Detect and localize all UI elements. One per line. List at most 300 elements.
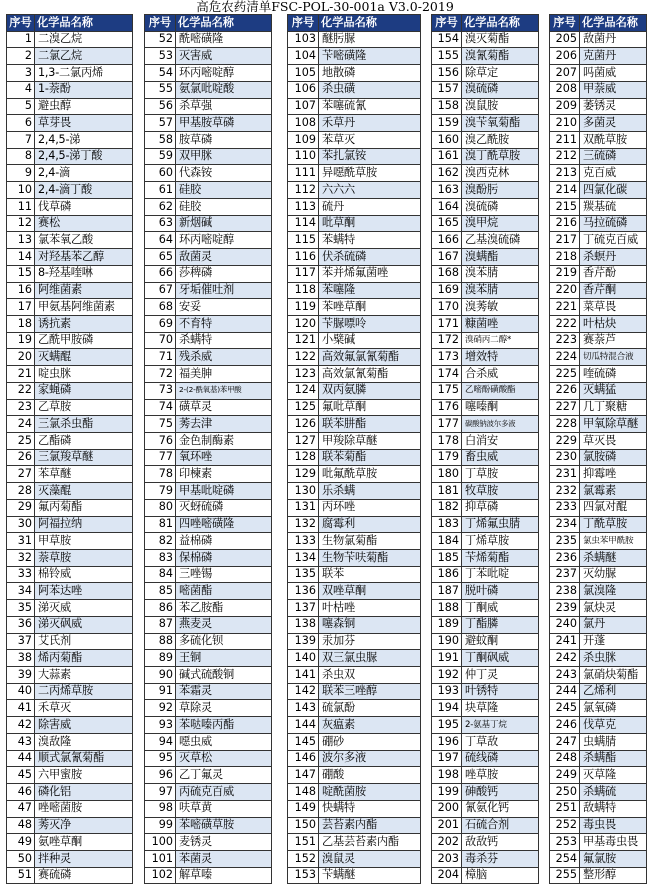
chemical-name-cell: 二氯乙烷 bbox=[35, 48, 133, 65]
pesticide-table-col-3 bbox=[287, 14, 421, 884]
serial-number-cell: 15 bbox=[7, 265, 35, 282]
serial-number-cell: 20 bbox=[7, 349, 35, 366]
chemical-name-cell: 三氯羧草醚 bbox=[35, 449, 133, 466]
serial-number-cell: 244 bbox=[550, 683, 580, 700]
chemical-name-cell: 仲丁灵 bbox=[462, 667, 539, 684]
chemical-name-cell: 阿福拉纳 bbox=[35, 516, 133, 533]
serial-number-cell: 127 bbox=[288, 432, 319, 449]
serial-number-cell: 9 bbox=[7, 165, 35, 182]
table-row bbox=[550, 382, 647, 399]
chemical-name-cell: 高效氯氰菊酯 bbox=[319, 366, 421, 383]
chemical-name-cell: 香芹酮 bbox=[580, 282, 647, 299]
chemical-name-cell: 杀虫脒 bbox=[580, 650, 647, 667]
serial-number-cell: 24 bbox=[7, 416, 35, 433]
chemical-name-cell: 开蓬 bbox=[580, 633, 647, 650]
table-row bbox=[432, 633, 539, 650]
table-row bbox=[7, 399, 133, 416]
serial-number-cell: 243 bbox=[550, 667, 580, 684]
chemical-name-cell: 艾氏剂 bbox=[35, 633, 133, 650]
table-row bbox=[288, 65, 421, 82]
table-row bbox=[7, 48, 133, 65]
table-row bbox=[432, 750, 539, 767]
table-row bbox=[288, 132, 421, 149]
serial-number-cell: 27 bbox=[7, 466, 35, 483]
serial-number-cell: 52 bbox=[145, 31, 176, 48]
table-row bbox=[288, 550, 421, 567]
chemical-name-cell: 溴丁酰草胺 bbox=[462, 148, 539, 165]
serial-number-cell: 137 bbox=[288, 600, 319, 617]
chemical-name-cell: 联苯 bbox=[319, 566, 421, 583]
header-chemical-name: 化学品名称 bbox=[35, 15, 133, 32]
chemical-name-cell: 甲萘威 bbox=[580, 81, 647, 98]
table-row bbox=[145, 432, 272, 449]
chemical-name-cell: 联苯肼酯 bbox=[319, 416, 421, 433]
chemical-name-cell: 生物苄呋菊酯 bbox=[319, 550, 421, 567]
serial-number-cell: 45 bbox=[7, 767, 35, 784]
table-row bbox=[145, 282, 272, 299]
table-row bbox=[550, 717, 647, 734]
serial-number-cell: 221 bbox=[550, 299, 580, 316]
table-row bbox=[145, 667, 272, 684]
serial-number-cell: 12 bbox=[7, 215, 35, 232]
table-row bbox=[145, 750, 272, 767]
serial-number-cell: 121 bbox=[288, 332, 319, 349]
chemical-name-cell: 多硫化钡 bbox=[176, 633, 272, 650]
serial-number-cell: 211 bbox=[550, 132, 580, 149]
table-row bbox=[7, 31, 133, 48]
chemical-name-cell: 甲基胺草磷 bbox=[176, 115, 272, 132]
pesticide-table-col-4 bbox=[431, 14, 539, 884]
table-row bbox=[145, 583, 272, 600]
serial-number-cell: 75 bbox=[145, 416, 176, 433]
table-row bbox=[7, 198, 133, 215]
table-row bbox=[550, 332, 647, 349]
table-row bbox=[7, 550, 133, 567]
chemical-name-cell: 印楝素 bbox=[176, 466, 272, 483]
table-row bbox=[432, 683, 539, 700]
chemical-name-cell: 草除灵 bbox=[176, 700, 272, 717]
table-row bbox=[550, 165, 647, 182]
serial-number-cell: 28 bbox=[7, 483, 35, 500]
table-row bbox=[432, 767, 539, 784]
chemical-name-cell: 唑草胺 bbox=[462, 767, 539, 784]
table-row bbox=[432, 198, 539, 215]
chemical-name-cell: 乙基芸苔素内酯 bbox=[319, 834, 421, 851]
table-row bbox=[432, 466, 539, 483]
chemical-name-cell: 砷酸钙 bbox=[462, 784, 539, 801]
table-row bbox=[288, 182, 421, 199]
chemical-name-cell: 2-氨基丁烷 bbox=[462, 717, 539, 734]
table-row bbox=[432, 265, 539, 282]
table-row bbox=[145, 483, 272, 500]
chemical-name-cell: 溴甲烷 bbox=[462, 215, 539, 232]
table-row bbox=[288, 449, 421, 466]
serial-number-cell: 252 bbox=[550, 817, 580, 834]
serial-number-cell: 76 bbox=[145, 432, 176, 449]
serial-number-cell: 231 bbox=[550, 466, 580, 483]
serial-number-cell: 214 bbox=[550, 182, 580, 199]
table-row bbox=[550, 265, 647, 282]
table-row bbox=[145, 533, 272, 550]
table-row bbox=[550, 700, 647, 717]
table-row bbox=[288, 800, 421, 817]
serial-number-cell: 163 bbox=[432, 182, 462, 199]
serial-number-cell: 175 bbox=[432, 382, 462, 399]
table-row bbox=[550, 834, 647, 851]
header-row bbox=[550, 15, 647, 32]
serial-number-cell: 21 bbox=[7, 366, 35, 383]
table-row bbox=[145, 834, 272, 851]
table-row bbox=[7, 148, 133, 165]
table-row bbox=[550, 784, 647, 801]
table-row bbox=[550, 148, 647, 165]
serial-number-cell: 201 bbox=[432, 817, 462, 834]
serial-number-cell: 254 bbox=[550, 850, 580, 867]
serial-number-cell: 192 bbox=[432, 667, 462, 684]
chemical-name-cell: 溴莠敏 bbox=[462, 299, 539, 316]
table-row bbox=[7, 81, 133, 98]
serial-number-cell: 142 bbox=[288, 683, 319, 700]
chemical-name-cell: 苯扎氯铵 bbox=[319, 148, 421, 165]
header-row bbox=[7, 15, 133, 32]
table-row bbox=[288, 650, 421, 667]
chemical-name-cell: 金色制酶素 bbox=[176, 432, 272, 449]
chemical-name-cell: 氰氨化钙 bbox=[462, 800, 539, 817]
serial-number-cell: 249 bbox=[550, 767, 580, 784]
table-row bbox=[550, 616, 647, 633]
chemical-name-cell: 双三氯虫脲 bbox=[319, 650, 421, 667]
serial-number-cell: 144 bbox=[288, 717, 319, 734]
chemical-name-cell: 2,4,5-涕丁酸 bbox=[35, 148, 133, 165]
table-row bbox=[288, 31, 421, 48]
table-row bbox=[432, 232, 539, 249]
chemical-name-cell: 甲基吡啶磷 bbox=[176, 483, 272, 500]
table-row bbox=[550, 533, 647, 550]
serial-number-cell: 122 bbox=[288, 349, 319, 366]
chemical-name-cell: 萘草胺 bbox=[35, 550, 133, 567]
chemical-name-cell: 灭螨醌 bbox=[35, 349, 133, 366]
chemical-name-cell: 牧草胺 bbox=[462, 483, 539, 500]
serial-number-cell: 37 bbox=[7, 633, 35, 650]
table-row bbox=[288, 767, 421, 784]
serial-number-cell: 215 bbox=[550, 198, 580, 215]
table-row bbox=[432, 399, 539, 416]
table-row bbox=[432, 382, 539, 399]
chemical-name-cell: 麦锈灵 bbox=[176, 834, 272, 851]
serial-number-cell: 199 bbox=[432, 784, 462, 801]
serial-number-cell: 35 bbox=[7, 600, 35, 617]
chemical-name-cell: 畜虫威 bbox=[462, 449, 539, 466]
chemical-name-cell: 樟脑 bbox=[462, 867, 539, 884]
serial-number-cell: 80 bbox=[145, 499, 176, 516]
serial-number-cell: 126 bbox=[288, 416, 319, 433]
table-row bbox=[432, 366, 539, 383]
table-row bbox=[7, 232, 133, 249]
table-row bbox=[550, 31, 647, 48]
chemical-name-cell: 乙酰甲胺磷 bbox=[35, 332, 133, 349]
table-row bbox=[550, 399, 647, 416]
serial-number-cell: 167 bbox=[432, 249, 462, 266]
serial-number-cell: 248 bbox=[550, 750, 580, 767]
chemical-name-cell: 三氯杀虫酯 bbox=[35, 416, 133, 433]
serial-number-cell: 71 bbox=[145, 349, 176, 366]
serial-number-cell: 177 bbox=[432, 416, 462, 433]
serial-number-cell: 154 bbox=[432, 31, 462, 48]
serial-number-cell: 49 bbox=[7, 834, 35, 851]
chemical-name-cell: 丁草敌 bbox=[462, 733, 539, 750]
serial-number-cell: 202 bbox=[432, 834, 462, 851]
table-row bbox=[288, 98, 421, 115]
serial-number-cell: 39 bbox=[7, 667, 35, 684]
page-title: 高危农药清单FSC-POL-30-001a V3.0-2019 bbox=[196, 0, 454, 14]
serial-number-cell: 67 bbox=[145, 282, 176, 299]
chemical-name-cell: 氧环唑 bbox=[176, 449, 272, 466]
chemical-name-cell: 毒虫畏 bbox=[580, 817, 647, 834]
chemical-name-cell: 合杀威 bbox=[462, 366, 539, 383]
chemical-name-cell: 苯草灭 bbox=[319, 132, 421, 149]
chemical-name-cell: 几丁聚糖 bbox=[580, 399, 647, 416]
serial-number-cell: 180 bbox=[432, 466, 462, 483]
table-row bbox=[550, 850, 647, 867]
table-row bbox=[288, 115, 421, 132]
table-row bbox=[145, 182, 272, 199]
chemical-name-cell: 甲基毒虫畏 bbox=[580, 834, 647, 851]
chemical-name-cell: 杀虫双 bbox=[319, 667, 421, 684]
serial-number-cell: 179 bbox=[432, 449, 462, 466]
table-row bbox=[145, 550, 272, 567]
chemical-name-cell: 羰基硫 bbox=[580, 198, 647, 215]
pesticide-table-col-1 bbox=[6, 14, 133, 884]
chemical-name-cell: 溴酚肟 bbox=[462, 182, 539, 199]
serial-number-cell: 40 bbox=[7, 683, 35, 700]
table-row bbox=[7, 299, 133, 316]
serial-number-cell: 189 bbox=[432, 616, 462, 633]
chemical-name-cell: 毒杀芬 bbox=[462, 850, 539, 867]
chemical-name-cell: 苄脲嘌呤 bbox=[319, 315, 421, 332]
table-row bbox=[145, 867, 272, 884]
table-row bbox=[288, 249, 421, 266]
chemical-name-cell: 氯氧磷 bbox=[580, 700, 647, 717]
serial-number-cell: 168 bbox=[432, 265, 462, 282]
table-row bbox=[550, 516, 647, 533]
chemical-name-cell: 赛萘芦 bbox=[580, 332, 647, 349]
chemical-name-cell: 三唑锡 bbox=[176, 566, 272, 583]
chemical-name-cell: 保棉磷 bbox=[176, 550, 272, 567]
chemical-name-cell: 2,4,5-涕 bbox=[35, 132, 133, 149]
table-row bbox=[550, 650, 647, 667]
serial-number-cell: 240 bbox=[550, 616, 580, 633]
chemical-name-cell: 甲羧除草醚 bbox=[319, 432, 421, 449]
chemical-name-cell: 涕灭砜威 bbox=[35, 616, 133, 633]
table-row bbox=[288, 366, 421, 383]
chemical-name-cell: 氯虫苯甲酰胺 bbox=[580, 533, 647, 550]
chemical-name-cell: 环丙嘧啶醇 bbox=[176, 65, 272, 82]
serial-number-cell: 184 bbox=[432, 533, 462, 550]
serial-number-cell: 158 bbox=[432, 98, 462, 115]
table-row bbox=[145, 349, 272, 366]
table-row bbox=[288, 616, 421, 633]
serial-number-cell: 148 bbox=[288, 784, 319, 801]
table-row bbox=[288, 784, 421, 801]
table-row bbox=[145, 600, 272, 617]
chemical-name-cell: 灭藻醌 bbox=[35, 483, 133, 500]
table-row bbox=[288, 416, 421, 433]
chemical-name-cell: 甲草胺 bbox=[35, 533, 133, 550]
serial-number-cell: 70 bbox=[145, 332, 176, 349]
table-row bbox=[550, 232, 647, 249]
serial-number-cell: 159 bbox=[432, 115, 462, 132]
chemical-name-cell: 溴氰菊酯 bbox=[462, 48, 539, 65]
table-row bbox=[432, 215, 539, 232]
table-row bbox=[145, 700, 272, 717]
table-row bbox=[432, 667, 539, 684]
header-row bbox=[145, 15, 272, 32]
serial-number-cell: 186 bbox=[432, 566, 462, 583]
table-row bbox=[145, 850, 272, 867]
serial-number-cell: 120 bbox=[288, 315, 319, 332]
chemical-name-cell: 马拉硫磷 bbox=[580, 215, 647, 232]
serial-number-cell: 173 bbox=[432, 349, 462, 366]
serial-number-cell: 229 bbox=[550, 432, 580, 449]
chemical-name-cell: 新烟碱 bbox=[176, 215, 272, 232]
serial-number-cell: 139 bbox=[288, 633, 319, 650]
table-row bbox=[288, 633, 421, 650]
chemical-name-cell: 益棉磷 bbox=[176, 533, 272, 550]
serial-number-cell: 230 bbox=[550, 449, 580, 466]
table-row bbox=[432, 65, 539, 82]
chemical-name-cell: 硼酸 bbox=[319, 767, 421, 784]
table-row bbox=[7, 616, 133, 633]
table-row bbox=[145, 650, 272, 667]
chemical-name-cell: 碱式硫酸铜 bbox=[176, 667, 272, 684]
table-row bbox=[550, 583, 647, 600]
table-row bbox=[550, 600, 647, 617]
serial-number-cell: 104 bbox=[288, 48, 319, 65]
serial-number-cell: 174 bbox=[432, 366, 462, 383]
serial-number-cell: 83 bbox=[145, 550, 176, 567]
chemical-name-cell: 棉铃威 bbox=[35, 566, 133, 583]
chemical-name-cell: 硫丹 bbox=[319, 198, 421, 215]
table-row bbox=[7, 600, 133, 617]
table-row bbox=[145, 31, 272, 48]
serial-number-cell: 56 bbox=[145, 98, 176, 115]
chemical-name-cell: 四氯化碳 bbox=[580, 182, 647, 199]
table-row bbox=[7, 182, 133, 199]
table-row bbox=[432, 533, 539, 550]
serial-number-cell: 220 bbox=[550, 282, 580, 299]
chemical-name-cell: 燕麦灵 bbox=[176, 616, 272, 633]
chemical-name-cell: 吗菌威 bbox=[580, 65, 647, 82]
chemical-name-cell: 杀螨特 bbox=[176, 332, 272, 349]
serial-number-cell: 5 bbox=[7, 98, 35, 115]
serial-number-cell: 108 bbox=[288, 115, 319, 132]
serial-number-cell: 205 bbox=[550, 31, 580, 48]
chemical-name-cell: 杀螨醚 bbox=[580, 550, 647, 567]
header-chemical-name: 化学品名称 bbox=[580, 15, 647, 32]
chemical-name-cell: 氨氯吡啶酸 bbox=[176, 81, 272, 98]
serial-number-cell: 241 bbox=[550, 633, 580, 650]
serial-number-cell: 190 bbox=[432, 633, 462, 650]
table-row bbox=[145, 148, 272, 165]
chemical-name-cell: 碳酸钠波尔多液 bbox=[462, 416, 539, 433]
table-row bbox=[432, 616, 539, 633]
table-row bbox=[7, 65, 133, 82]
serial-number-cell: 106 bbox=[288, 81, 319, 98]
chemical-name-cell: 阿苯达唑 bbox=[35, 583, 133, 600]
table-row bbox=[7, 633, 133, 650]
chemical-name-cell: 波尔多液 bbox=[319, 750, 421, 767]
chemical-name-cell: 磺草灵 bbox=[176, 399, 272, 416]
chemical-name-cell: 溴螨酯 bbox=[462, 249, 539, 266]
serial-number-cell: 147 bbox=[288, 767, 319, 784]
serial-number-cell: 247 bbox=[550, 733, 580, 750]
chemical-name-cell: 乙草胺 bbox=[35, 399, 133, 416]
chemical-name-cell: 啶虫脒 bbox=[35, 366, 133, 383]
chemical-name-cell: 喹硫磷 bbox=[580, 366, 647, 383]
table-row bbox=[145, 98, 272, 115]
chemical-name-cell: 胺草磷 bbox=[176, 132, 272, 149]
chemical-name-cell: 苄烯菊酯 bbox=[462, 550, 539, 567]
chemical-name-cell: 氯溴隆 bbox=[580, 583, 647, 600]
serial-number-cell: 200 bbox=[432, 800, 462, 817]
serial-number-cell: 124 bbox=[288, 382, 319, 399]
table-row bbox=[288, 315, 421, 332]
table-row bbox=[288, 349, 421, 366]
table-row bbox=[550, 566, 647, 583]
chemical-name-cell: 草灭畏 bbox=[580, 432, 647, 449]
table-row bbox=[145, 566, 272, 583]
chemical-name-cell: 甲氨基阿维菌素 bbox=[35, 299, 133, 316]
chemical-name-cell: 莎稗磷 bbox=[176, 265, 272, 282]
chemical-name-cell: 乙酯磷 bbox=[35, 432, 133, 449]
serial-number-cell: 55 bbox=[145, 81, 176, 98]
serial-number-cell: 206 bbox=[550, 48, 580, 65]
table-row bbox=[7, 700, 133, 717]
serial-number-cell: 72 bbox=[145, 366, 176, 383]
serial-number-cell: 68 bbox=[145, 299, 176, 316]
chemical-name-cell: 菜草畏 bbox=[580, 299, 647, 316]
chemical-name-cell: 杀螟丹 bbox=[580, 249, 647, 266]
table-row bbox=[550, 683, 647, 700]
table-row bbox=[288, 683, 421, 700]
table-row bbox=[145, 717, 272, 734]
chemical-name-cell: 萎锈灵 bbox=[580, 98, 647, 115]
serial-number-cell: 79 bbox=[145, 483, 176, 500]
serial-number-cell: 195 bbox=[432, 717, 462, 734]
table-row bbox=[550, 81, 647, 98]
chemical-name-cell: 溴硫磷 bbox=[462, 81, 539, 98]
serial-number-cell: 13 bbox=[7, 232, 35, 249]
chemical-name-cell: 噁虫威 bbox=[176, 733, 272, 750]
serial-number-cell: 118 bbox=[288, 282, 319, 299]
chemical-name-cell: 丙环唑 bbox=[319, 499, 421, 516]
chemical-name-cell: 王铜 bbox=[176, 650, 272, 667]
table-row bbox=[550, 416, 647, 433]
chemical-name-cell: 丁烯草胺 bbox=[462, 533, 539, 550]
table-row bbox=[432, 600, 539, 617]
table-row bbox=[145, 265, 272, 282]
serial-number-cell: 131 bbox=[288, 499, 319, 516]
serial-number-cell: 42 bbox=[7, 717, 35, 734]
table-row bbox=[7, 867, 133, 884]
chemical-name-cell: 除害威 bbox=[35, 717, 133, 734]
table-row bbox=[7, 784, 133, 801]
serial-number-cell: 227 bbox=[550, 399, 580, 416]
serial-number-cell: 133 bbox=[288, 533, 319, 550]
table-row bbox=[432, 784, 539, 801]
chemical-name-cell: 涕灭威 bbox=[35, 600, 133, 617]
table-row bbox=[7, 817, 133, 834]
